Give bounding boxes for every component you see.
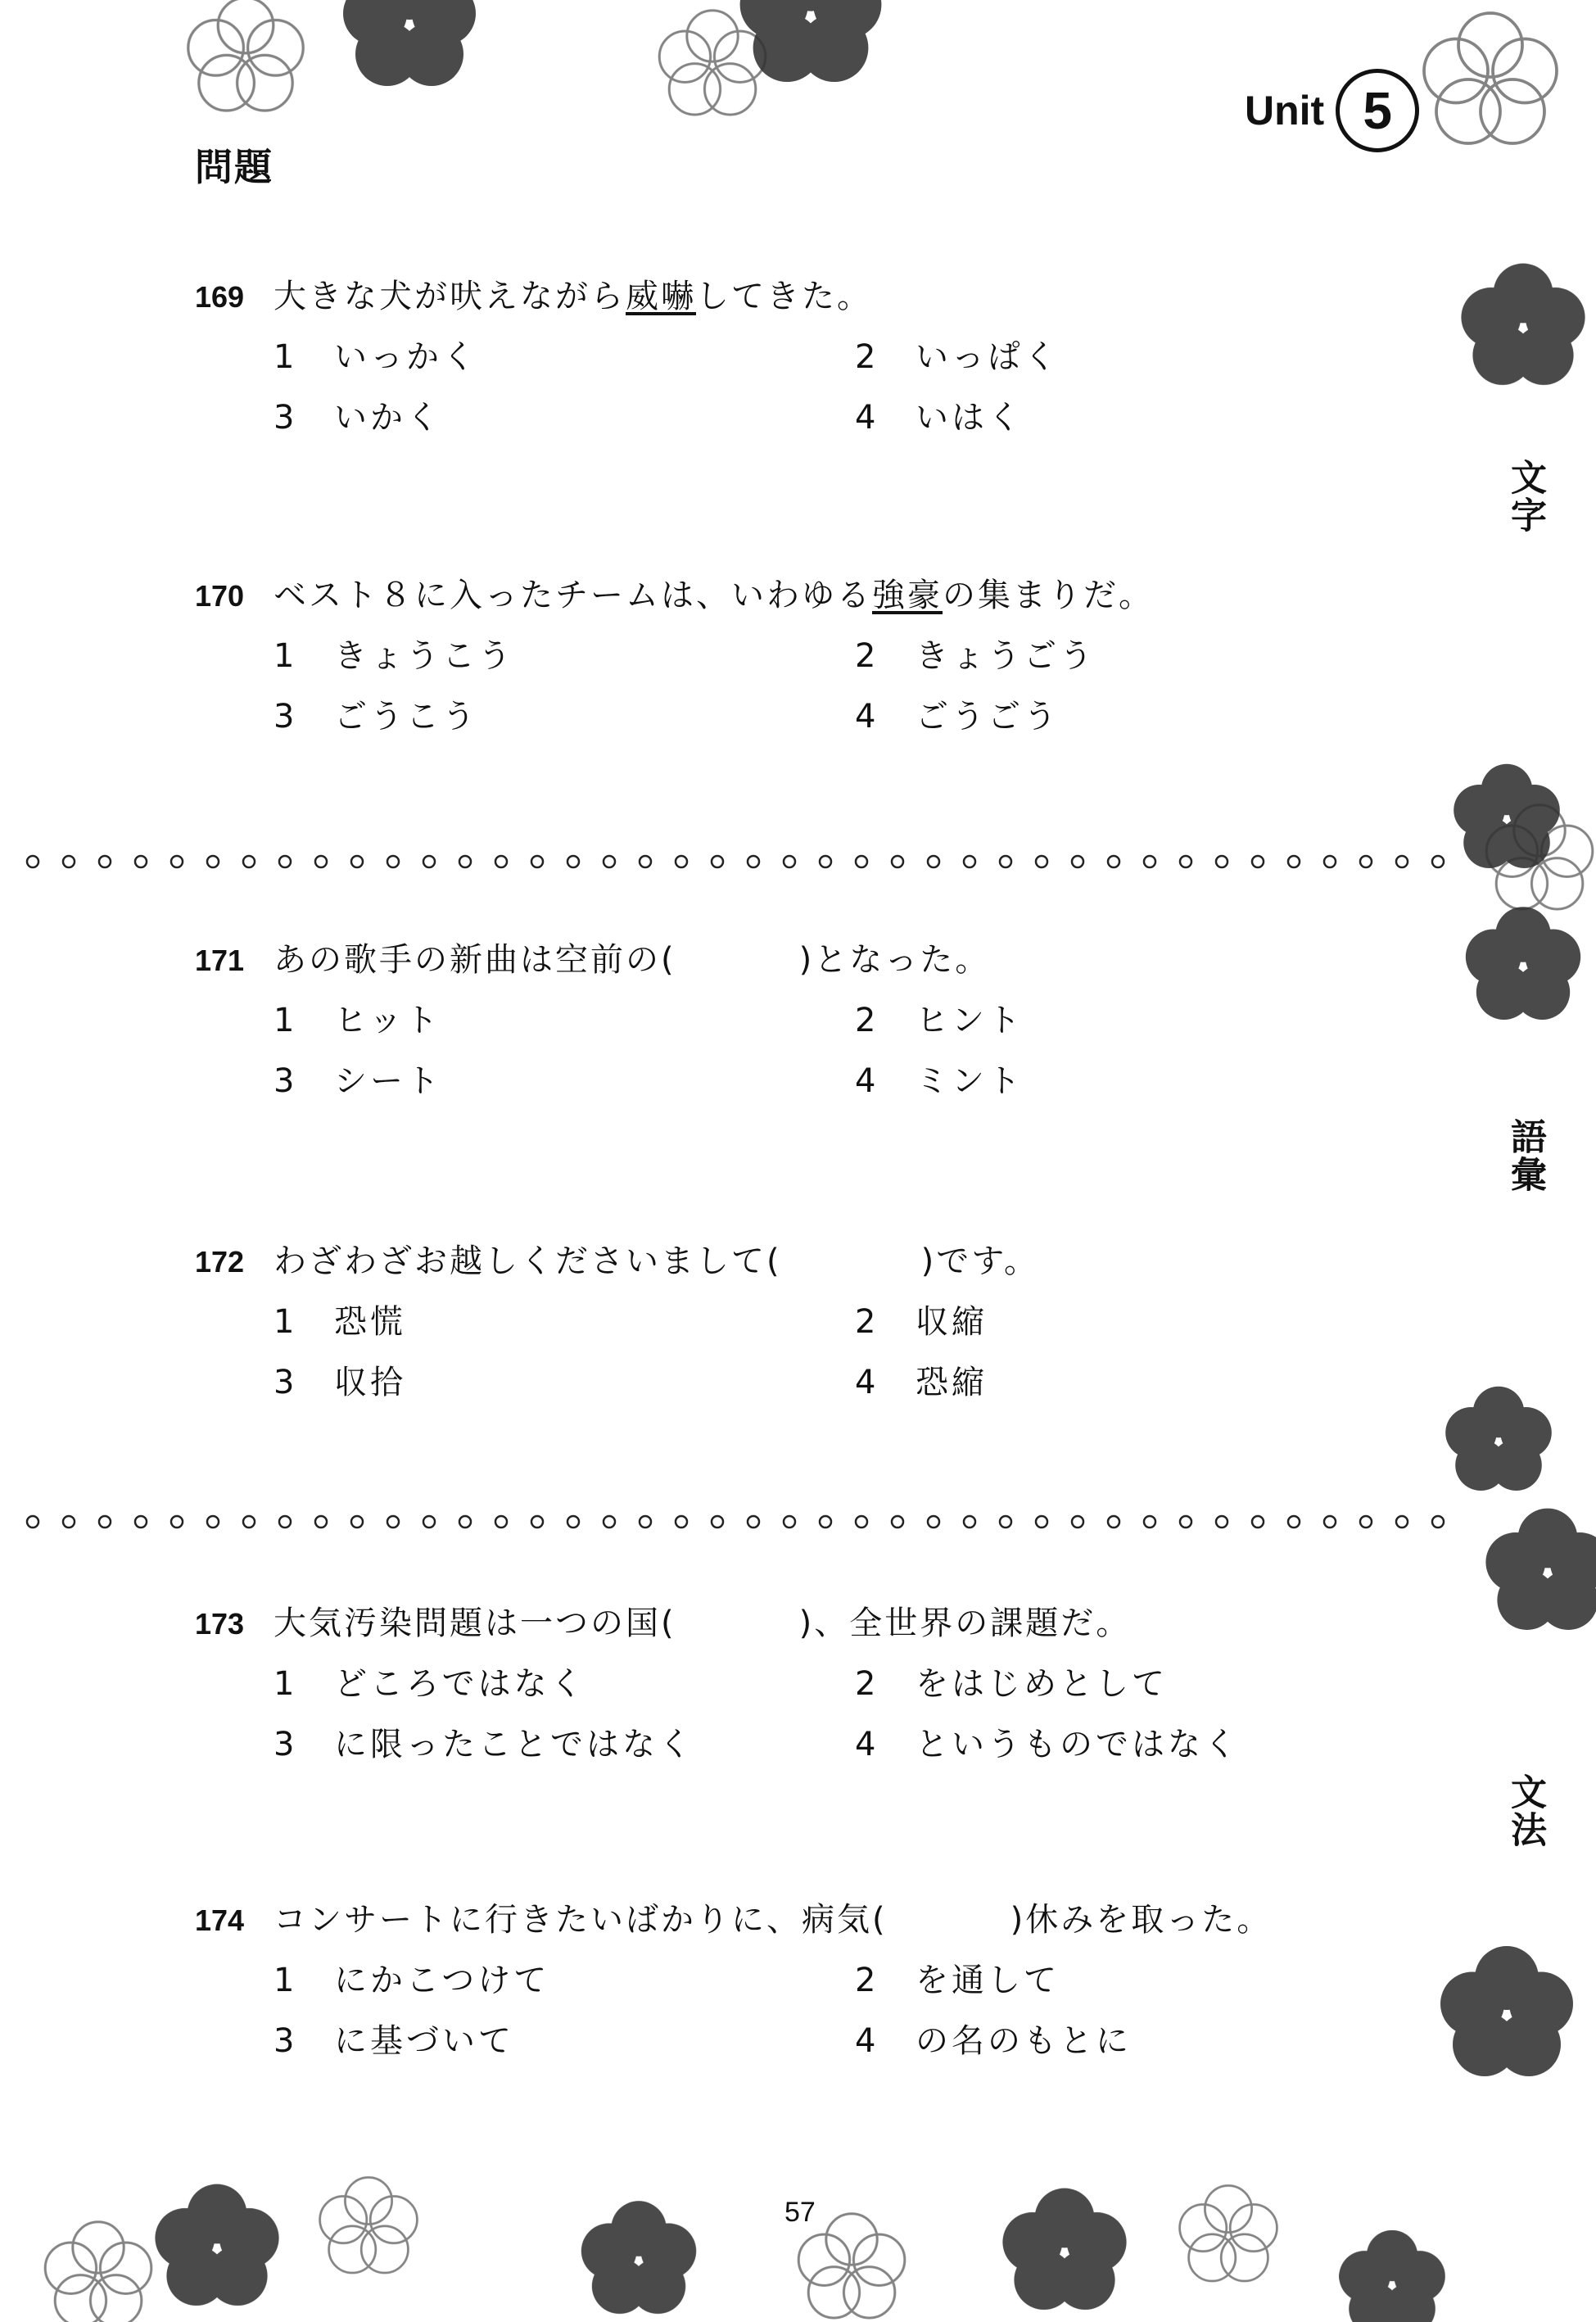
option-3[interactable]: 3 シート — [274, 1062, 442, 1100]
question-text: コンサートに行きたいばかりに、病気( )休みを取った。 — [274, 1901, 1273, 1939]
option-3[interactable]: 3 に基づいて — [274, 2022, 514, 2060]
option-1[interactable]: 1 恐慌 — [274, 1303, 406, 1341]
option-1[interactable]: 1 にかこつけて — [274, 1962, 550, 1999]
option-1[interactable]: 1 いっかく — [274, 338, 478, 376]
side-tab-bunpo: 文法 — [1504, 1773, 1546, 1849]
question-text: あの歌手の新曲は空前の( )となった。 — [274, 941, 991, 979]
question-171 — [195, 934, 1313, 1102]
option-4[interactable]: 4 恐縮 — [855, 1364, 988, 1401]
question-number: 172 — [195, 1245, 245, 1279]
question-number: 173 — [195, 1607, 245, 1641]
option-3[interactable]: 3 収拾 — [274, 1364, 406, 1401]
question-170 — [195, 569, 1313, 738]
page-number: 57 — [784, 2197, 816, 2228]
underlined-word: 強豪 — [872, 577, 943, 614]
question-169 — [195, 270, 1313, 439]
option-2[interactable]: 2 を通して — [855, 1962, 1060, 1999]
question-text: ベスト８に入ったチームは、いわゆる強豪の集まりだ。 — [274, 577, 1154, 614]
question-173 — [195, 1597, 1313, 1766]
side-tab-moji: 文字 — [1504, 459, 1546, 534]
page-title: 問題 — [195, 145, 274, 189]
question-172 — [195, 1235, 1313, 1404]
underlined-word: 威嚇 — [626, 278, 696, 315]
unit-number: 5 — [1336, 69, 1419, 152]
section-divider — [0, 1514, 1474, 1530]
question-174 — [195, 1894, 1313, 2062]
option-2[interactable]: 2 収縮 — [855, 1303, 988, 1341]
option-4[interactable]: 4 いはく — [855, 399, 1024, 437]
option-2[interactable]: 2 いっぱく — [855, 338, 1060, 376]
side-tab-goi: 語彙 — [1504, 1118, 1546, 1193]
option-4[interactable]: 4 ごうごう — [855, 698, 1060, 736]
unit-badge — [1245, 66, 1419, 156]
option-2[interactable]: 2 ヒント — [855, 1002, 1024, 1039]
option-1[interactable]: 1 ヒット — [274, 1002, 441, 1039]
option-2[interactable]: 2 をはじめとして — [855, 1665, 1168, 1703]
option-3[interactable]: 3 ごうこう — [274, 698, 478, 736]
option-2[interactable]: 2 きょうごう — [855, 637, 1096, 675]
question-number: 171 — [195, 944, 245, 977]
option-4[interactable]: 4 というものではなく — [855, 1726, 1240, 1763]
option-3[interactable]: 3 いかく — [274, 399, 442, 437]
question-text: わざわざお越しくださいまして( )です。 — [274, 1242, 1040, 1280]
option-3[interactable]: 3 に限ったことではなく — [274, 1726, 694, 1763]
option-4[interactable]: 4 ミント — [855, 1062, 1024, 1100]
option-1[interactable]: 1 きょうこう — [274, 637, 514, 675]
question-number: 174 — [195, 1903, 245, 1937]
option-1[interactable]: 1 どころではなく — [274, 1665, 586, 1703]
unit-label: Unit — [1245, 88, 1325, 134]
section-divider — [0, 853, 1474, 870]
question-number: 170 — [195, 579, 245, 613]
question-text: 大きな犬が吠えながら威嚇してきた。 — [274, 278, 872, 315]
question-number: 169 — [195, 280, 245, 314]
question-text: 大気汚染問題は一つの国( )、全世界の課題だ。 — [274, 1605, 1132, 1642]
option-4[interactable]: 4 の名のもとに — [855, 2022, 1132, 2060]
